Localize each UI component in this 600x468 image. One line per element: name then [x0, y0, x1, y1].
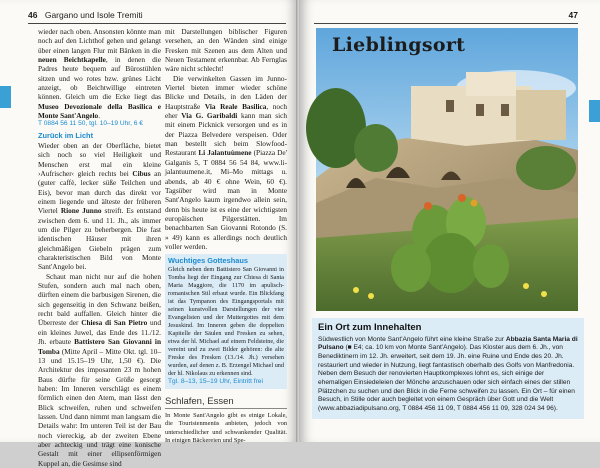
header-rule	[314, 23, 578, 24]
text-column-2	[165, 27, 287, 445]
paragraph: Wieder oben an der Oberfläche, bietet sich noch so viel Heiligkeit und Menschen erst mal ein kleine ›Aufrischer‹ gleich rechts bei Cibus an (guter caffè, lecker süße Teilchen und Eis), bevor man durch das direkt vor einem liegende und älteste der früheren Viertel Rione Junno streift. Es entstand zwischen dem 6. und 11. Jh., als immer um die Pilger zu beherbergen. Die fast identischen Häuser mit ihren gleichmäßigen Giebeln prägen zum charakteristischen Bild von Monte Sant'Angelo bei.	[38, 140, 161, 272]
paragraph: Die verwinkelten Gassen im Junno-Viertel bieten immer wieder schöne Blicke und Details, in den Läden der Hauptstraße Via Reale Basilica, noch eher Via G. Garibaldi kann man sich mit einem Picknick versorgen und es in der Piazza Belvedere verspeisen. Oder man bestellt sich beim Slowfood-Restaurant Li Jalantuùmene (Piazza De' Galganis 5, T 0884 56 54 84, www.li-jalantuumene.it, Mi–Mo mittags u. abends, ab 40 € ohne Wein, 60 €). Tagsüber wird man in Monte Sant'Angelo kaum irgendwo allein sein, denn bis heute ist es eine der wichtigsten europäischen Pilgerstätten. Im benachbarten San Giovanni Rotondo (S. » 49) kann es allerdings noch deutlich voller werden.	[165, 73, 287, 251]
caption-link[interactable]: www.abbaziadipulsano.org	[320, 404, 399, 412]
chapter-title: Gargano und Isole Tremiti	[44, 10, 143, 20]
box-heading: Wuchtiges Gotteshaus	[168, 256, 248, 266]
paragraph: In Monte Sant'Angelo gibt es einige Lokale, die Touristenmenüs anbieten, jedoch von unterschiedlicher und schwankender Qualität. In einigen Bäckereien und Spe-	[165, 412, 287, 444]
subheading: Zurück im Licht	[38, 130, 94, 140]
thumb-tab-left	[0, 86, 11, 108]
running-head	[28, 10, 143, 20]
paragraph: wieder nach oben. Ansonsten könnte man noch auf den Lichthof gehen und gelangt über einen langen Flur mit Bänken in die neuen Beichtkapelle, in denen die Padres heute bequem auf Bürostühlen sitzen und wo rotes bzw. grünes Licht anzeigt, ob Beichtwillige eintreten können. Gleich um die Ecke liegt das Museo Devozionale della Basilica e Monte Sant'Angelo.	[38, 27, 162, 121]
box-info: Tgl. 8–13, 15–19 Uhr, Eintritt frei	[168, 378, 263, 386]
caption-title: Ein Ort zum Innehalten	[318, 322, 422, 333]
caption-text: Südwestlich von Monte Sant'Angelo führt eine kleine Straße zur Abbazia Santa Maria di Pulsano (■ E4; ca. 10 km von Monte Sant'Angelo). Das Kloster aus dem 6. Jh., von Benediktinern im 12. Jh. erweitert, seit dem 19. Jh. eine Ruine und Ende des 20. Jh. restauriert und wieder in Nutzung, liegt fantastisch oberhalb des Golfs von Manfredonia. Neben dem Besuch der renovierten Hauptkomplexes lohnt es, sich einige der ehemaligen Einsiedeleien der Mönche anzuschauen oder sich einfach eines der stillen Plätzchen zu suchen und den Blick in die Ferne schweifen zu lassen. Ein Ort – für einen Besuch, in Stille oder auch begleitet von einem Gespräch über Gott und die Welt (www.abbaziadipulsano.org, T 0884 456 11 09, T 0884 456 11 09, 328 024 34 96).	[318, 335, 578, 412]
section-heading: Schlafen, Essen	[165, 393, 287, 409]
box-text: Gleich neben dem Battistero San Giovanni in Tomba liegt der Eingang zur Chiesa di Santa Maria Maggiore, die 1170 im apulisch-romanischen Stil erbaut wurde. Ein Blickfang ist das Tympanon des Eingangsportals mit seinen kunstvollen Darstellungen der vier Evangelisten und der Muttergottes mit dem Jesuskind. Im Inneren geben die doppelten Kapitelle der Säulen und Fresken zu sehen, etwa der hl. Michael auf einem Feldsteine, die vereint und zu zwei Bilder gehören: die alte Freske des Fresken (13./14. Jh.) versehen wurden, auf denen z. B. Erzengel Michael und der hl. Nikolaus zu erkennen sind.	[168, 266, 284, 378]
landscape-photo	[316, 28, 578, 311]
header-rule	[28, 23, 286, 24]
thumb-tab-right	[589, 100, 600, 122]
text-column-1	[38, 27, 161, 468]
page-number-right: 47	[568, 10, 578, 20]
photo-title: Lieblingsort	[332, 34, 466, 56]
left-page	[0, 0, 297, 468]
info-box	[165, 254, 287, 389]
caption-box	[312, 318, 584, 419]
page-number-left: 46	[28, 10, 38, 20]
info-line: T 0884 56 11 50, tgl. 10–19 Uhr, 6 €	[38, 120, 143, 128]
monastery-illustration	[316, 28, 578, 311]
paragraph: Schaut man nicht nur auf die hohen Stufen, sondern auch mal nach oben, dürften einem die barbusigen Sirenen, die sich gegenseitig in den Schwanz beißen, recht bald auffallen. Gleich hinter die Überreste der Chiesa di San Pietro und ein kleines Juwel, das Ende des 11./12. Jh. erbaute Battistero San Giovanni in Tomba (Mitte April – Mitte Okt. tgl. 10–13 und 15.15–19 Uhr, 1,50 €). Die Architektur des imposanten 23 m hohen Baus dürfte für seine Größe gesorgt haben: Im Inneren verschlägt es einem förmlich einen den Atem, man lässt den Blick schweifen, ruhen und schweifen lassen. Und dann nimmt man langsam die Details wahr: Im unteren Teil ist der Bau noch viereckig, ab der zweiten Ebene aber achteckig und trägt eine konische Gestalt mit einer ellipsenförmigen Kuppel an, die Gesimse sind	[38, 271, 162, 468]
paragraph: mit Darstellungen biblischer Figuren versehen, an den Wänden sind einige Fresken mit Szenen aus dem Alten und Neuen Testament erkennbar. Ab Fernglas wäre nicht schlecht!	[165, 27, 287, 74]
